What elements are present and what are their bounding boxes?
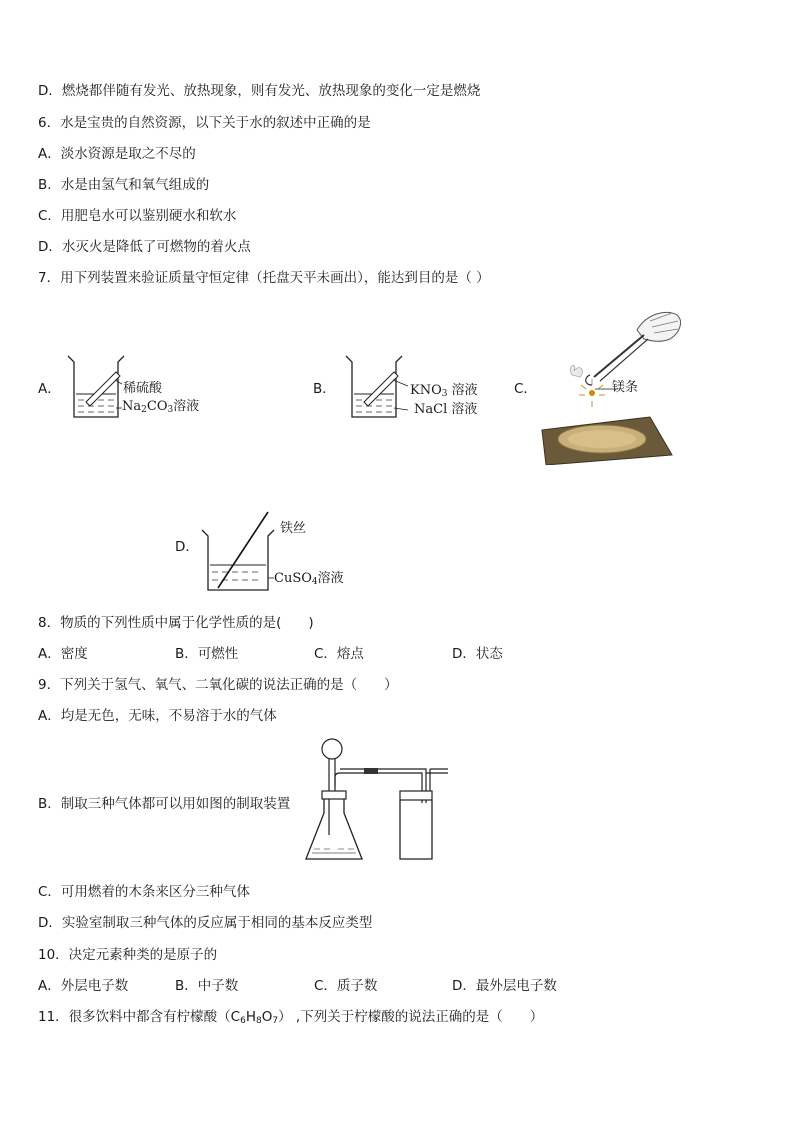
fig-c-label-mg: 镁条 bbox=[612, 380, 639, 395]
q8-option-b: B．可燃性 bbox=[175, 646, 239, 662]
q7-fig-d-letter: D． bbox=[175, 539, 199, 555]
fig-a-label-acid: 稀硫酸 bbox=[123, 381, 163, 396]
beaker-kno3-diagram bbox=[338, 350, 418, 425]
q8-stem: 8．物质的下列性质中属于化学性质的是( ) bbox=[38, 615, 314, 631]
q7-stem: 7．用下列装置来验证质量守恒定律（托盘天平未画出），能达到目的是（ ） bbox=[38, 270, 490, 286]
fig-d-label-iron: 铁丝 bbox=[280, 521, 307, 536]
fig-b-label-nacl: NaCl 溶液 bbox=[414, 402, 478, 417]
q8-option-c: C．熔点 bbox=[314, 646, 364, 662]
q6-option-a: A．淡水资源是取之不尽的 bbox=[38, 146, 196, 162]
q10-option-d: D．最外层电子数 bbox=[452, 978, 557, 994]
q10-option-b: B．中子数 bbox=[175, 978, 239, 994]
q5-option-d: D．燃烧都伴随有发光、放热现象，则有发光、放热现象的变化一定是燃烧 bbox=[38, 83, 481, 99]
q6-option-b: B．水是由氢气和氧气组成的 bbox=[38, 177, 210, 193]
q9-option-d: D．实验室制取三种气体的反应属于相同的基本反应类型 bbox=[38, 915, 373, 931]
q6-option-d: D．水灭火是降低了可燃物的着火点 bbox=[38, 239, 251, 255]
q7-fig-a-letter: A． bbox=[38, 381, 61, 397]
q11-stem: 11．很多饮料中都含有柠檬酸$(C_6H_8O_7)$ ,下列关于柠檬酸的说法正确的是（ ） bbox=[38, 1009, 544, 1026]
q8-option-a: A．密度 bbox=[38, 646, 88, 662]
q6-stem: 6．水是宝贵的自然资源，以下关于水的叙述中正确的是 bbox=[38, 115, 371, 131]
q10-stem: 10．决定元素种类的是原子的 bbox=[38, 947, 218, 963]
q7-fig-b-letter: B． bbox=[313, 381, 336, 397]
q8-option-d: D．状态 bbox=[452, 646, 503, 662]
q6-option-c: C．用肥皂水可以鉴别硬水和软水 bbox=[38, 208, 237, 224]
q9-option-a: A．均是无色，无味，不易溶于水的气体 bbox=[38, 708, 277, 724]
gas-generation-apparatus-diagram bbox=[300, 735, 450, 863]
q7-fig-c-letter: C． bbox=[514, 381, 537, 397]
q10-option-a: A．外层电子数 bbox=[38, 978, 129, 994]
q10-option-c: C．质子数 bbox=[314, 978, 378, 994]
fig-b-label-kno3: $KNO_3$ 溶液 bbox=[410, 383, 478, 399]
fig-d-label-cuso4: CuSO$_4$溶液 bbox=[274, 571, 344, 587]
fig-a-label-na2co3: $Na_2CO_3$溶液 bbox=[122, 399, 200, 415]
q9-option-b: B．制取三种气体都可以用如图的制取装置 bbox=[38, 796, 291, 812]
q9-stem: 9．下列关于氢气、氧气、二氧化碳的说法正确的是（ ） bbox=[38, 677, 398, 693]
q9-option-c: C．可用燃着的木条来区分三种气体 bbox=[38, 884, 250, 900]
